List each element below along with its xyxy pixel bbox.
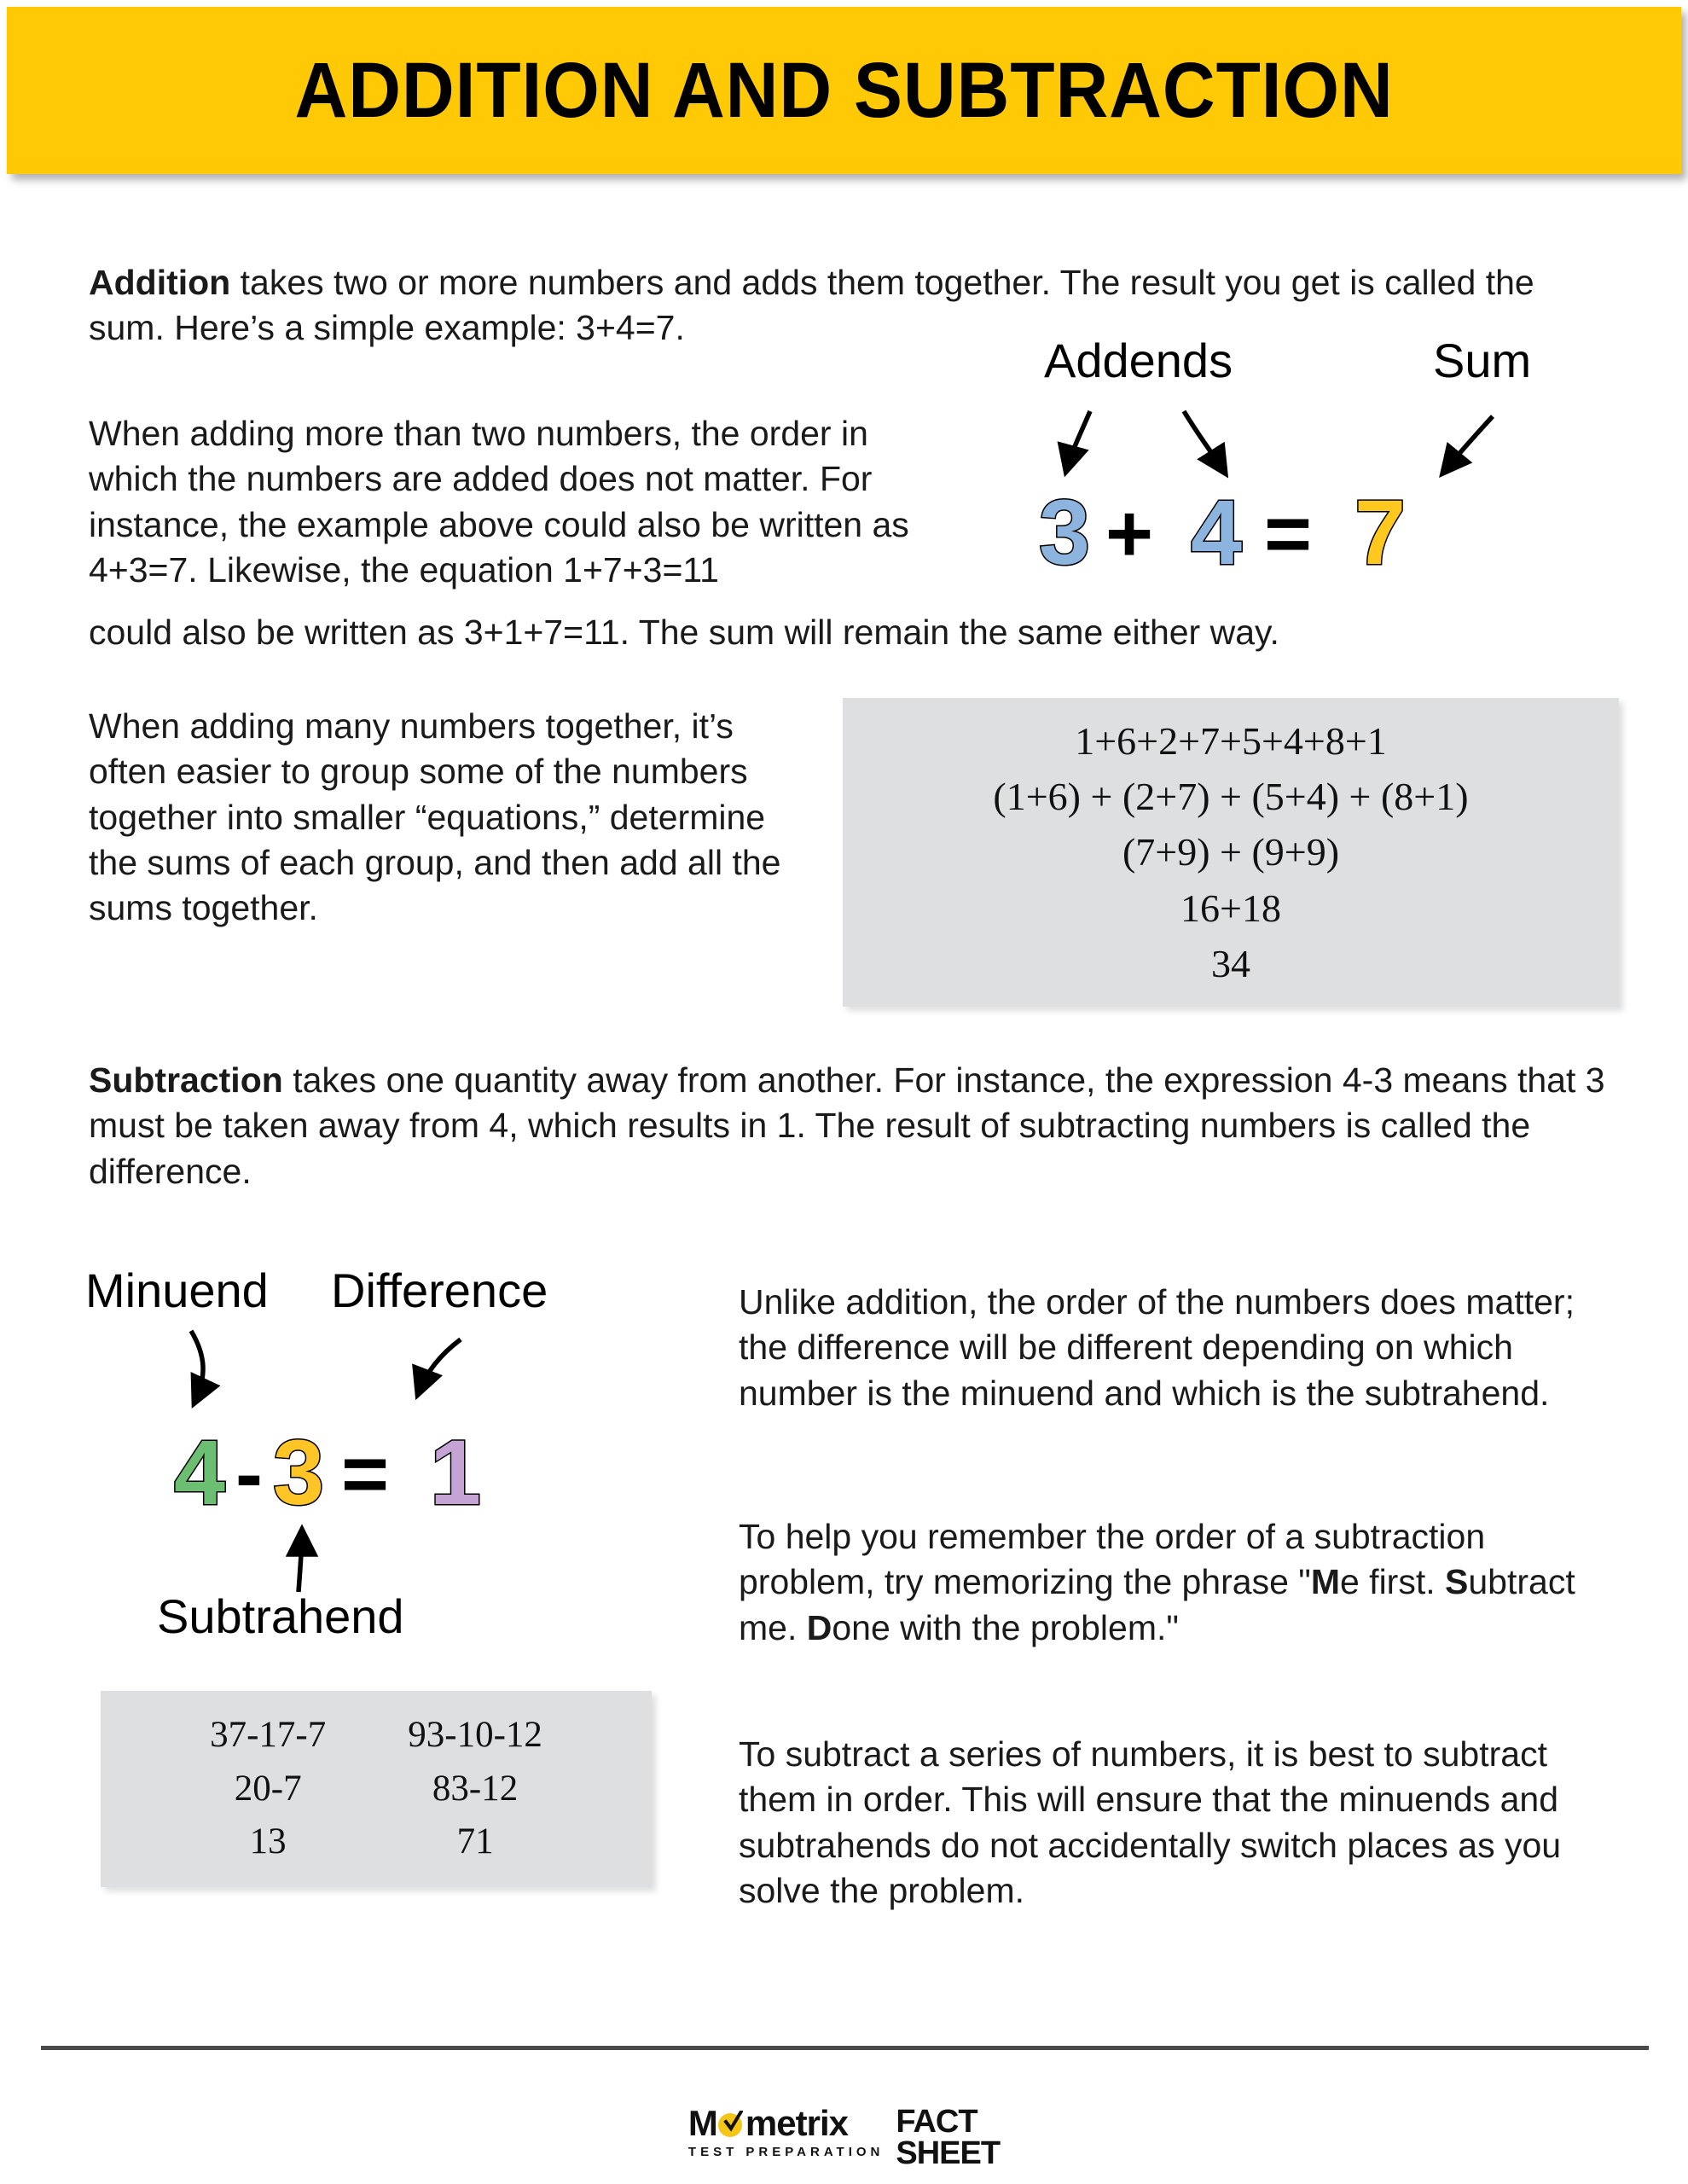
arrow-to-minuend [191,1331,203,1403]
arrow-to-subtrahend [299,1531,302,1592]
addend-2-digit: 4 [1191,480,1243,584]
subtraction-example-line: 83-12 [432,1768,519,1809]
plus-operator: + [1105,488,1154,579]
subtraction-example-column [210,1709,326,1868]
series-subtraction-text: To subtract a series of numbers, it is best to subtract them in order. This will ensure that the minuends and subtrahends do not accidentally switch places as you solve the problem. [739,1734,1562,1910]
sum-label: Sum [1433,334,1532,387]
grouping-paragraph-text: When adding many numbers together, it’s often easier to group some of the numbers together into smaller “equations,” determine the sums of each group, and then add all the sums together. [89,706,781,928]
mometrix-letter-m: M [687,2103,717,2143]
mnemonic-after-s-text: ubtract me. [739,1562,1575,1647]
subtraction-example-line: 20-7 [234,1768,302,1809]
subtraction-example-line: 37-17-7 [210,1715,327,1756]
page-title: ADDITION AND SUBTRACTION [294,46,1394,134]
mometrix-wordmark [687,2103,848,2143]
fact-sheet-label [896,2106,1000,2169]
sum-digit: 7 [1354,480,1407,584]
addition-example-box [843,698,1619,1007]
subtraction-example-line: 71 [456,1821,494,1862]
addition-example-line: (7+9) + (9+9) [1122,830,1340,874]
mnemonic-after-d-text: one with the problem." [832,1607,1179,1647]
mometrix-tagline: TEST PREPARATION [687,2145,885,2159]
intro-bold-term: Addition [89,263,231,302]
arrow-to-addend-2 [1184,411,1225,473]
subtrahend-digit: 3 [273,1420,325,1524]
series-subtraction-paragraph [739,1732,1626,1914]
mnemonic-letter-m: M [1310,1562,1340,1602]
order-paragraph-text: When adding more than two numbers, the order in which the numbers are added does not matter. For instance, the example above could also be written as 4+3=7. Likewise, the equation 1+7+3=11 [89,414,909,590]
intro-rest-text: takes two or more numbers and adds them together. The result you get is called the sum. Here’s a simple example: 3+4=7. [89,263,1534,348]
footer-logo [0,2103,1688,2171]
minuend-digit: 4 [174,1420,226,1524]
subtraction-paragraph [89,1058,1624,1194]
addition-example-line: 34 [1211,941,1250,985]
mnemonic-letter-s: S [1445,1562,1469,1602]
order-paragraph-tail [89,610,1615,655]
unlike-addition-text: Unlike addition, the order of the numbers does matter; the difference will be different depending on which number is the minuend and which is the subtrahend. [739,1282,1575,1413]
checkmark-badge-icon [718,2111,745,2137]
subtraction-example-line: 13 [249,1821,287,1862]
difference-digit: 1 [430,1420,482,1524]
unlike-addition-paragraph [739,1280,1626,1416]
subtraction-example-box [101,1691,652,1887]
sheet-word: SHEET [896,2135,1001,2171]
order-paragraph-tail-text: could also be written as 3+1+7=11. The sum will remain the same either way. [89,613,1279,652]
mnemonic-letter-d: D [806,1607,832,1647]
arrow-to-sum [1443,416,1493,473]
subtraction-example-line: 93-10-12 [408,1715,542,1756]
mometrix-logo [687,2103,885,2159]
minus-operator: - [235,1428,263,1519]
mnemonic-paragraph [739,1514,1626,1651]
check-icon [722,2111,743,2133]
page-header [7,7,1681,174]
subtrahend-label: Subtrahend [157,1589,404,1643]
mnemonic-intro-text: To help you remember the order of a subtraction problem, try memorizing the phrase " [739,1517,1486,1602]
subtraction-diagram [85,1263,699,1643]
mnemonic-after-m-text: e first. [1339,1562,1446,1602]
addition-example-line: 1+6+2+7+5+4+8+1 [1075,718,1387,763]
subtraction-top-arrows [85,1324,699,1435]
minuend-label: Minuend [85,1263,269,1317]
addition-example-line: (1+6) + (2+7) + (5+4) + (8+1) [993,775,1469,819]
difference-label: Difference [331,1263,548,1317]
arrow-to-addend-1 [1066,411,1090,471]
fact-word: FACT [896,2104,977,2140]
addition-diagram [1024,333,1638,584]
order-paragraph [89,411,967,593]
subtraction-example-column [408,1709,542,1868]
equals-operator: = [1264,488,1313,579]
subtraction-bold-term: Subtraction [89,1060,283,1100]
footer-divider [41,2046,1649,2050]
subtraction-equals-operator: = [341,1428,390,1519]
arrow-to-difference [418,1339,461,1394]
grouping-paragraph [89,704,797,931]
mometrix-rest: metrix [745,2103,848,2143]
addends-label: Addends [1044,334,1233,387]
subtraction-rest-text: takes one quantity away from another. For instance, the expression 4-3 means that 3 must be taken away from 4, which results in 1. The result of subtracting numbers is called the difference. [89,1060,1605,1191]
addend-1-digit: 3 [1039,480,1091,584]
addition-example-line: 16+18 [1180,886,1281,930]
